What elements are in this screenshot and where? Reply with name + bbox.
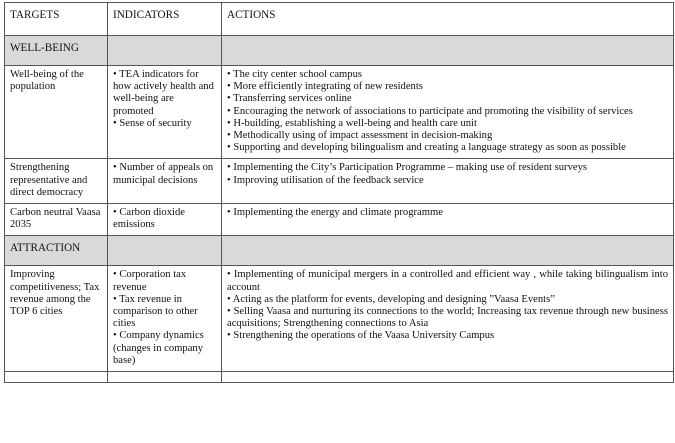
indicator-item: • Carbon dioxide emissions	[113, 207, 185, 231]
indicators-cell	[108, 159, 222, 204]
header-actions: ACTIONS	[222, 3, 674, 36]
indicator-item: • Company dynamics (changes in company base)	[113, 330, 204, 366]
table-row	[5, 66, 674, 159]
action-item: • Implementing the City’s Participation Programme – making use of resident surveys	[227, 162, 588, 174]
indicators-cell	[108, 66, 222, 159]
action-item: • Acting as the platform for events, developing and designing ”Vaasa Events”	[227, 293, 555, 305]
section-row-attraction	[5, 236, 674, 266]
target-cell: Strengthening representative and direct democracy	[5, 159, 108, 204]
section-empty-cell	[222, 36, 674, 66]
indicator-item: • TEA indicators for how actively health and well-being are promoted	[113, 69, 214, 117]
action-item: • Strengthening the operations of the Vaasa University Campus	[227, 330, 495, 342]
table-row-cut	[5, 372, 674, 383]
action-item: • Selling Vaasa and nurturing its connections to the world; Increasing tax revenue through new business acquisitions; Strengthening connections to Asia	[227, 306, 668, 330]
action-item: • Encouraging the network of associations to participate and promoting the visibility of services	[227, 105, 633, 117]
target-cell: Carbon neutral Vaasa 2035	[5, 204, 108, 236]
table-row	[5, 266, 674, 372]
section-empty-cell	[222, 236, 674, 266]
empty-cell	[5, 372, 108, 383]
action-item: • Methodically using of impact assessment in decision-making	[227, 130, 493, 142]
section-empty-cell	[108, 236, 222, 266]
empty-cell	[222, 372, 674, 383]
action-item: • Supporting and developing bilingualism and creating a language strategy as soon as possible	[227, 142, 626, 154]
header-row	[5, 3, 674, 36]
section-empty-cell	[108, 36, 222, 66]
indicator-item: • Tax revenue in comparison to other cities	[113, 293, 198, 330]
actions-cell	[222, 66, 674, 159]
section-row-well-being	[5, 36, 674, 66]
target-cell: Improving competitiveness; Tax revenue among the TOP 6 cities	[5, 266, 108, 372]
actions-cell	[222, 266, 674, 372]
action-item: • Implementing the energy and climate programme	[227, 207, 443, 219]
action-item: • The city center school campus	[227, 69, 363, 80]
action-item: • More efficiently integrating of new residents	[227, 81, 423, 93]
section-title: ATTRACTION	[5, 236, 108, 266]
indicator-item: • Sense of security	[113, 117, 192, 129]
action-item: • Transferring services online	[227, 93, 352, 105]
action-item: • Implementing of municipal mergers in a controlled and efficient way , while taking bilingualism into account	[227, 269, 668, 293]
indicators-cell	[108, 266, 222, 372]
header-indicators: INDICATORS	[108, 3, 222, 36]
target-cell: Well-being of the population	[5, 66, 108, 159]
indicator-item: • Corporation tax revenue	[113, 269, 187, 293]
table-row	[5, 204, 674, 236]
table-row	[5, 159, 674, 204]
strategy-table	[4, 2, 674, 383]
actions-cell	[222, 159, 674, 204]
indicators-cell	[108, 204, 222, 236]
action-item: • H-building, establishing a well-being and health care unit	[227, 117, 477, 129]
actions-cell	[222, 204, 674, 236]
empty-cell	[108, 372, 222, 383]
section-title: WELL-BEING	[5, 36, 108, 66]
indicator-item: • Number of appeals on municipal decisions	[113, 162, 214, 186]
action-item: • Improving utilisation of the feedback service	[227, 174, 424, 186]
header-targets: TARGETS	[5, 3, 108, 36]
